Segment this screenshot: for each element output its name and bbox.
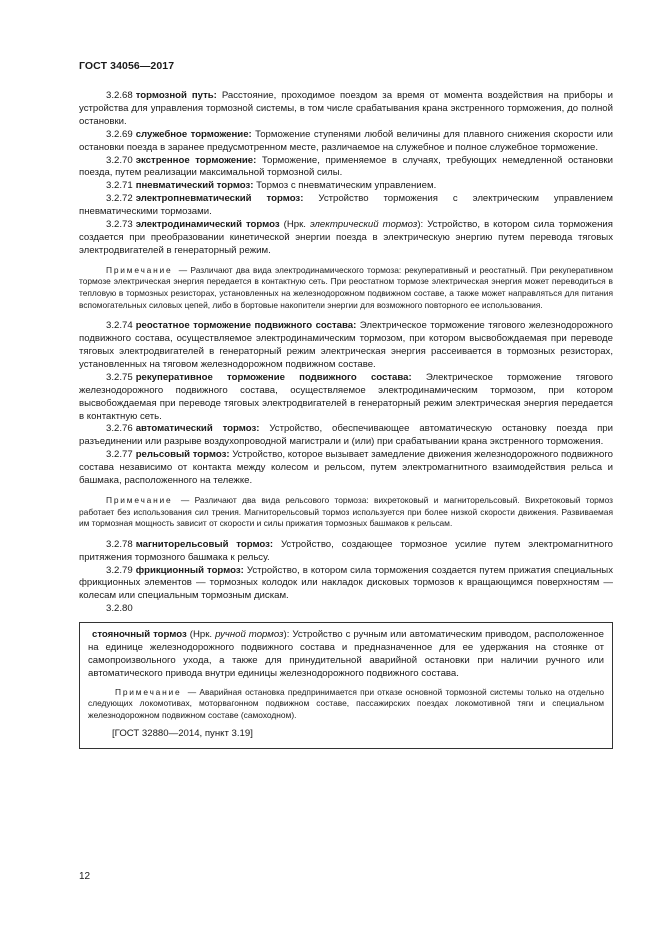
entry-number: 3.2.70 xyxy=(106,154,133,166)
entry-3-2-69 xyxy=(79,129,613,155)
entry-definition: ): Устройство, в котором сила торможения создается при преобразовании кинетической энергии поезда в электрическую энергию путем перевода тяговых электродвигателей в генераторный режим. xyxy=(79,219,613,256)
entry-alt-term: электрический тормоз xyxy=(309,219,418,231)
entry-3-2-74 xyxy=(79,320,613,372)
note-rail-brake xyxy=(79,495,613,530)
note-electrodynamic xyxy=(79,265,613,311)
entry-3-2-75 xyxy=(79,372,613,424)
entry-3-2-80-number: 3.2.80 xyxy=(106,603,133,615)
entry-3-2-80 xyxy=(88,629,604,681)
entry-number: 3.2.71 xyxy=(106,180,133,192)
entry-term: экстренное торможение: xyxy=(135,154,257,166)
entry-number: 3.2.72 xyxy=(106,193,133,205)
entry-3-2-72 xyxy=(79,193,613,219)
entry-3-2-70 xyxy=(79,155,613,181)
entry-definition: Торможение, применяемое в случаях, требующих немедленной остановки поезда, путем реализации максимальной тормозной силы. xyxy=(79,154,613,179)
entry-number: 3.2.77 xyxy=(106,449,133,461)
note-label: Примечание xyxy=(106,264,173,275)
document-header: ГОСТ 34056—2017 xyxy=(79,60,175,72)
note-text: — Аварийная остановка предпринимается при отказе основной тормозной системы только на отдельно следующих локомотивах, моторвагонном подвижном составе, пассажирских поездах локомотивной тяги и специальном железнодорожном подвижном составе (самоходном). xyxy=(88,686,604,720)
entry-definition: Расстояние, проходимое поездом за время от момента воздействия на приборы и устройства для управления тормозной системы, в том числе срабатывания крана экстренного торможения, до полной остановки. xyxy=(79,90,613,127)
entry-3-2-77 xyxy=(79,449,613,488)
entry-number: 3.2.76 xyxy=(106,423,133,435)
entry-definition: Устройство, создающее тормозное усилие путем электромагнитного притяжения тормозного башмака к рельсу. xyxy=(79,538,613,563)
entry-prefix: (Нрк. xyxy=(279,219,310,231)
entry-3-2-79 xyxy=(79,565,613,604)
entry-definition: ): Устройство с ручным или автоматическим приводом, расположенное на единице железнодорожного подвижного состава и предназначенное для ее удержания на стоянке от самопроизвольного ухода, а также для принудительной аварийной остановки при наличии ручного или автоматического привода внутри единицы железнодорожного подвижного состава. xyxy=(88,629,605,679)
entry-term: реостатное торможение подвижного состава: xyxy=(135,320,357,332)
entry-term: служебное торможение: xyxy=(135,128,252,140)
entry-definition: Тормоз с пневматическим управлением. xyxy=(253,180,437,192)
entry-number: 3.2.68 xyxy=(106,90,133,101)
entry-definition: Устройство, которое вызывает замедление движения железнодорожного подвижного состава независимо от контакта между колесом и рельсом, путем электромагнитного взаимодействия рельса и башмака, расположенного на тележке. xyxy=(79,449,613,487)
note-parking-brake xyxy=(88,687,604,722)
entry-number: 3.2.79 xyxy=(106,564,133,576)
entry-3-2-73 xyxy=(79,219,613,258)
entry-term: автоматический тормоз: xyxy=(135,423,260,435)
document-content xyxy=(79,90,613,749)
note-text: — Различают два вида электродинамического тормоза: рекуперативный и реостатный. При рекуперативном тормозе электрическая энергия передается в контактную сеть. При реостатном тормозе электрическая энергия может переводиться в тепловую в тормозных резисторах, установленных на железнодорожном подвижном составе, а также может направляться для питания вспомогательных силовых цепей, либо в бортовые накопители энергии для возможного повторного ее использования. xyxy=(79,264,613,310)
entry-definition: Электрическое торможение тягового железнодорожного подвижного состава, осуществляемое электродинамическим тормозом, при котором высвобождаемая при переводе тяговых электродвигателей в генераторный режим электрическая энергия передается в контактную сеть. xyxy=(79,371,613,422)
entry-term: электродинамический тормоз xyxy=(135,219,280,231)
source-reference: [ГОСТ 32880—2014, пункт 3.19] xyxy=(112,727,253,739)
entry-3-2-68 xyxy=(79,90,613,129)
entry-number: 3.2.73 xyxy=(106,219,133,231)
boxed-definition xyxy=(79,622,613,749)
entry-3-2-71 xyxy=(79,180,613,193)
note-text: — Различают два вида рельсового тормоза: вихретоковый и магниторельсовый. Вихретоковый тормоз работает без использования сил трения. Магниторельсовый тормоз используется при более низкой скорости движения. Развиваемая им тормозная мощность зависит от скорости и силы прижатия тормозных башмаков к рельсам. xyxy=(79,494,613,529)
entry-definition: Электрическое торможение тягового железнодорожного подвижного состава, осуществляемое электродинамическим тормозом, при котором высвобождаемая при переводе тяговых электродвигателей в генераторный режим электрическая энергия рассеивается в тормозных резисторах, установленных на тяговом железнодорожном подвижном составе. xyxy=(79,320,614,370)
entry-number: 3.2.78 xyxy=(106,538,133,550)
entry-prefix: (Нрк. xyxy=(186,629,216,641)
note-label: Примечание xyxy=(115,686,182,697)
entry-term: рекуперативное торможение подвижного состава: xyxy=(135,371,412,383)
entry-term: рельсовый тормоз: xyxy=(135,449,230,461)
entry-number: 3.2.75 xyxy=(106,371,133,383)
page-number: 12 xyxy=(79,871,91,882)
entry-alt-term: ручной тормоз xyxy=(215,629,284,641)
entry-definition: Торможение ступенями любой величины для плавного снижения скорости или остановки поезда в заранее предусмотренном месте, различаемое на служебное и полное служебное торможение. xyxy=(79,128,613,153)
entry-term: электропневматический тормоз: xyxy=(135,193,304,205)
note-label: Примечание xyxy=(106,494,173,505)
entry-definition: Устройство, в котором сила торможения создается путем прижатия специальных фрикционных элементов — тормозных колодок или накладок дисковых тормозов к вращающимся поверхностям — колесам или специальным тормозным дискам. xyxy=(79,564,613,602)
entry-definition: Устройство, обеспечивающее автоматическую остановку поезда при разъединении или разрыве воздухопроводной магистрали и (или) при срабатывании крана экстренного торможения. xyxy=(79,423,613,448)
entry-term: магниторельсовый тормоз: xyxy=(135,538,274,550)
entry-term: стояночный тормоз xyxy=(92,629,187,641)
entry-term: пневматический тормоз: xyxy=(135,180,254,192)
entry-term: тормозной путь: xyxy=(135,90,217,101)
entry-3-2-76 xyxy=(79,423,613,449)
entry-3-2-78 xyxy=(79,539,613,565)
entry-definition: Устройство торможения с электрическим управлением пневматическими тормозами. xyxy=(79,193,613,218)
entry-number: 3.2.74 xyxy=(106,320,133,332)
entry-number: 3.2.69 xyxy=(106,128,133,140)
entry-term: фрикционный тормоз: xyxy=(135,564,244,576)
